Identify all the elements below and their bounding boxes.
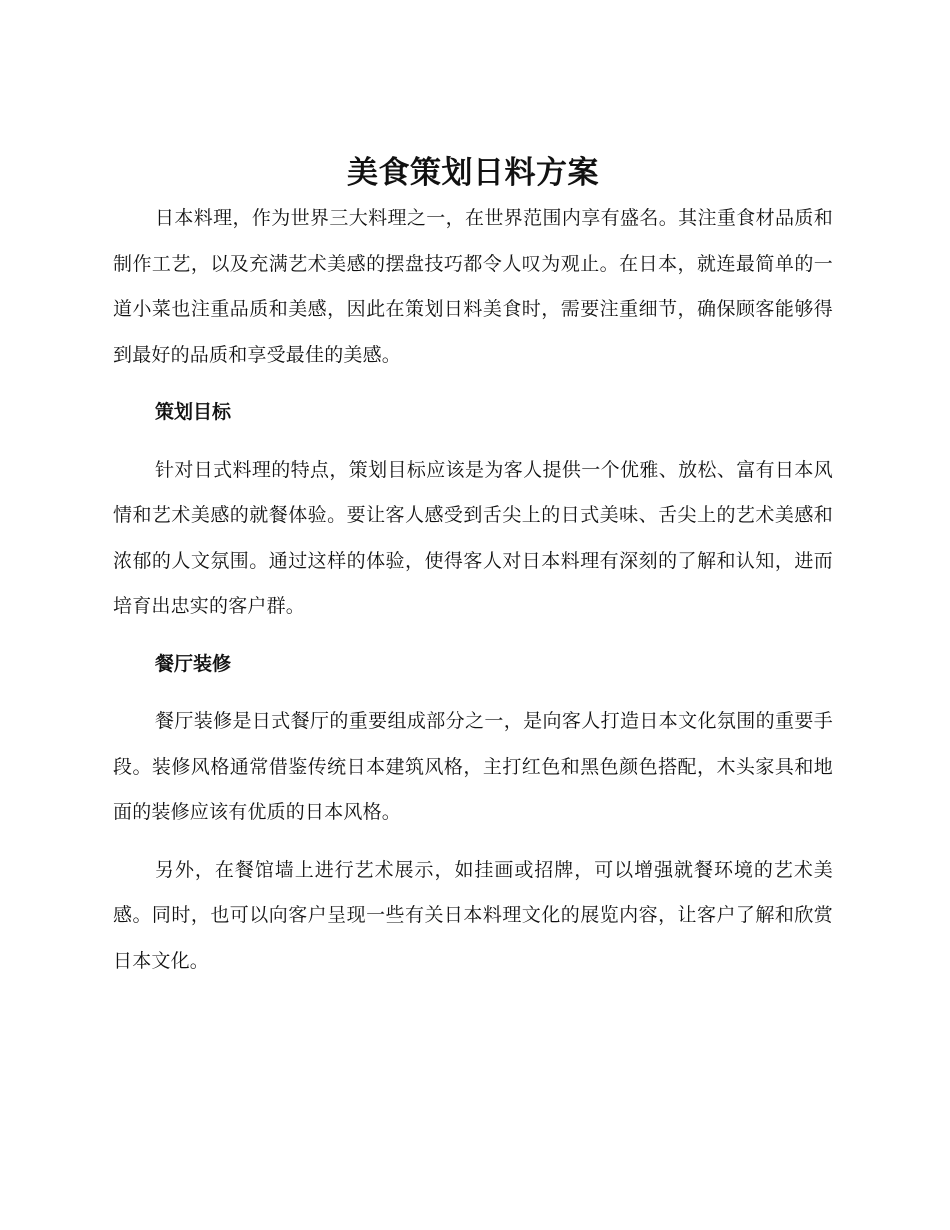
- intro-paragraph: 日本料理，作为世界三大料理之一，在世界范围内享有盛名。其注重食材品质和制作工艺，以及充满艺术美感的摆盘技巧都令人叹为观止。在日本，就连最简单的一道小菜也注重品质和美感，因此在策划日料美食时，需要注重细节，确保顾客能够得到最好的品质和享受最佳的美感。: [113, 207, 833, 366]
- paragraph-gap: [113, 836, 833, 848]
- document-title: 美食策划日料方案: [347, 155, 599, 191]
- decoration-paragraph-2: 另外，在餐馆墙上进行艺术展示，如挂画或招牌，可以增强就餐环境的艺术美感。同时，也可以向客户呈现一些有关日本料理文化的展览内容，让客户了解和欣赏日本文化。: [113, 858, 833, 972]
- section-heading-goal: 策划目标: [155, 401, 232, 423]
- section-gap: [113, 378, 833, 390]
- section-gap: [113, 630, 833, 642]
- section-gap: [113, 436, 833, 448]
- section-gap: [113, 687, 833, 699]
- section-heading-decoration: 餐厅装修: [155, 652, 232, 675]
- decoration-paragraph-1: 餐厅装修是日式餐厅的重要组成部分之一，是向客人打造日本文化氛围的重要手段。装修风格通常借鉴传统日本建筑风格，主打红色和黑色颜色搭配，木头家具和地面的装修应该有优质的日本风格。: [113, 710, 833, 823]
- document-body: [113, 150, 833, 984]
- goal-paragraph: 针对日式料理的特点，策划目标应该是为客人提供一个优雅、放松、富有日本风情和艺术美感的就餐体验。要让客人感受到舌尖上的日式美味、舌尖上的艺术美感和浓郁的人文氛围。通过这样的体验，使得客人对日本料理有深刻的了解和认知，进而培育出忠实的客户群。: [113, 458, 833, 617]
